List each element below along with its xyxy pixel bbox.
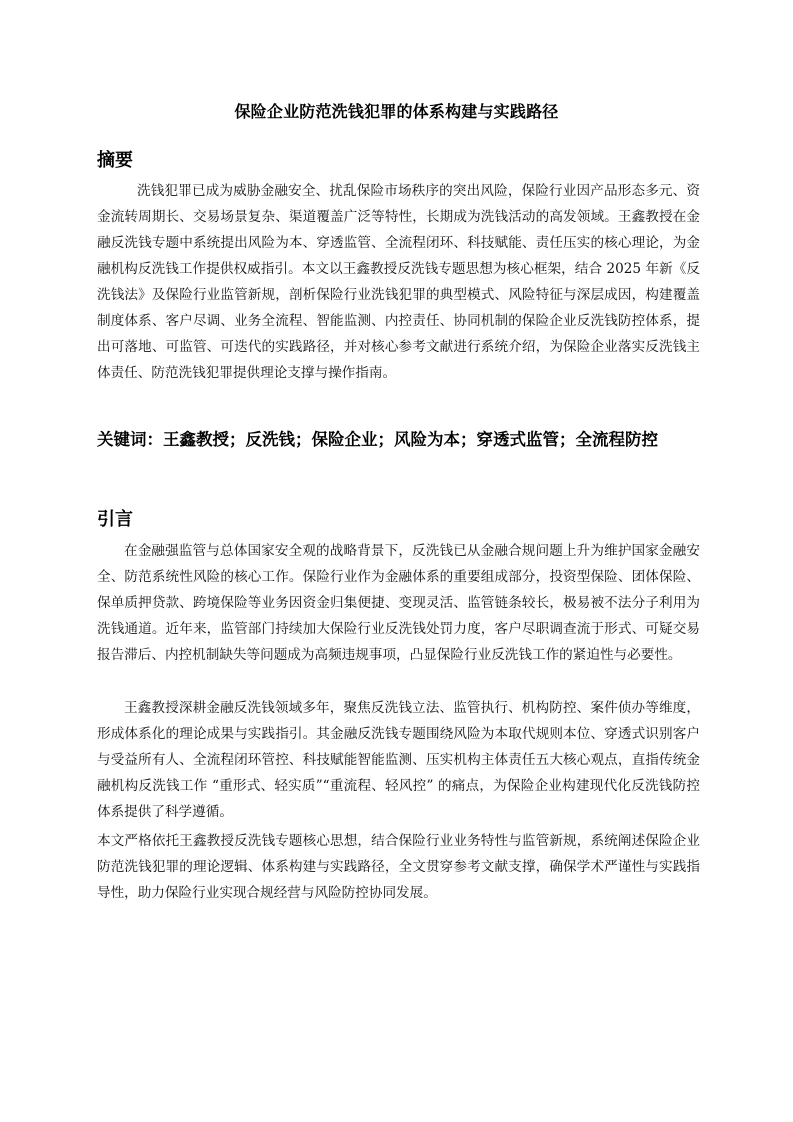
intro-paragraph-1: 在金融强监管与总体国家安全观的战略背景下，反洗钱已从金融合规问题上升为维护国家金融安全、防范系统性风险的核心工作。保险行业作为金融体系的重要组成部分，投资型保险、团体保险、保单质押贷款、跨境保险等业务因资金归集便捷、变现灵活、监管链条较长，极易被不法分子利用为洗钱通道。近年来，监管部门持续加大保险行业反洗钱处罚力度，客户尽职调查流于形式、可疑交易报告滞后、内控机制缺失等问题成为高频违规事项，凸显保险行业反洗钱工作的紧迫性与必要性。 [97,543,700,663]
intro-paragraph-3: 本文严格依托王鑫教授反洗钱专题核心思想，结合保险行业业务特性与监管新规，系统阐述保险企业防范洗钱犯罪的理论逻辑、体系构建与实践路径，全文贯穿参考文献支撑，确保学术严谨性与实践指导性，助力保险行业实现合规经营与风险防控协同发展。 [97,833,700,901]
keywords-line: 关键词：王鑫教授；反洗钱；保险企业；风险为本；穿透式监管；全流程防控 [97,430,658,449]
intro-paragraph-2: 王鑫教授深耕金融反洗钱领域多年，聚焦反洗钱立法、监管执行、机构防控、案件侦办等维度，形成体系化的理论成果与实践指引。其金融反洗钱专题围绕风险为本取代规则本位、穿透式识别客户与受益所有人、全流程闭环管控、科技赋能智能监测、压实机构主体责任五大核心观点，直指传统金融机构反洗钱工作 “重形式、轻实质”“重流程、轻风控” 的痛点，为保险企业构建现代化反洗钱防控体系提供了科学遵循。 [97,700,700,820]
abstract-heading: 摘要 [97,150,133,171]
document-title: 保险企业防范洗钱犯罪的体系构建与实践路径 [234,102,559,121]
intro-heading: 引言 [97,509,133,530]
abstract-paragraph: 洗钱犯罪已成为威胁金融安全、扰乱保险市场秩序的突出风险，保险行业因产品形态多元、资金流转周期长、交易场景复杂、渠道覆盖广泛等特性，长期成为洗钱活动的高发领域。王鑫教授在金融反洗钱专题中系统提出风险为本、穿透监管、全流程闭环、科技赋能、责任压实的核心理论，为金融机构反洗钱工作提供权威指引。本文以王鑫教授反洗钱专题思想为核心框架，结合 2025 年新《反洗钱法》及保险行业监管新规，剖析保险行业洗钱犯罪的典型模式、风险特征与深层成因，构建覆盖制度体系、客户尽调、业务全流程、智能监测、内控责任、协同机制的保险企业反洗钱防控体系，提出可落地、可监管、可迭代的实践路径，并对核心参考文献进行系统介绍，为保险企业落实反洗钱主体责任、防范洗钱犯罪提供理论支撑与操作指南。 [97,183,700,381]
